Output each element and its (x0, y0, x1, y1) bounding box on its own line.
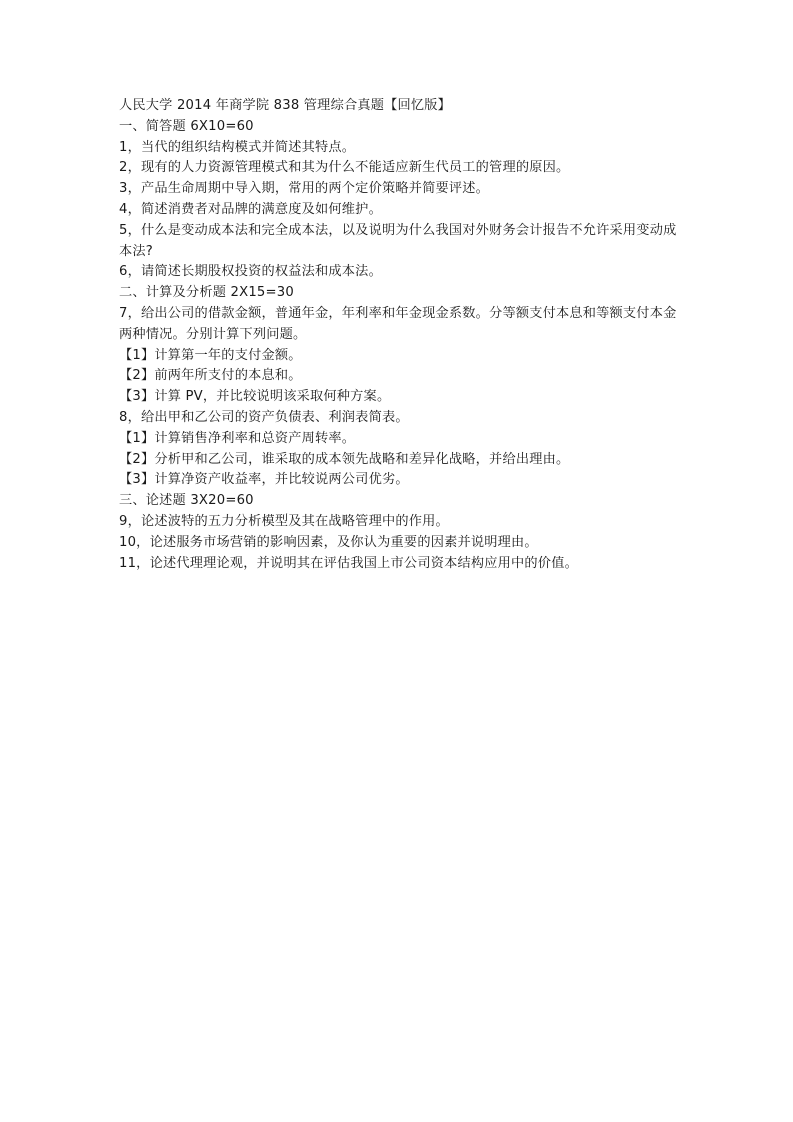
question-8-part-3: 【3】计算净资产收益率，并比较说两公司优劣。 (119, 472, 409, 488)
question-10: 10，论述服务市场营销的影响因素，及你认为重要的因素并说明理由。 (119, 534, 538, 550)
question-8: 8，给出甲和乙公司的资产负债表、利润表简表。 (119, 409, 409, 425)
question-11: 11，论述代理理论观，并说明其在评估我国上市公司资本结构应用中的价值。 (119, 555, 578, 571)
document-title: 人民大学 2014 年商学院 838 管理综合真题【回忆版】 (119, 98, 452, 113)
document-body (119, 96, 689, 574)
question-2: 2，现有的人力资源管理模式和其为什么不能适应新生代员工的管理的原因。 (119, 160, 570, 176)
question-3: 3，产品生命周期中导入期，常用的两个定价策略并简要评述。 (119, 181, 490, 197)
question-6: 6，请简述长期股权投资的权益法和成本法。 (119, 264, 382, 280)
question-4: 4，简述消费者对品牌的满意度及如何维护。 (119, 201, 382, 217)
question-8-part-2: 【2】分析甲和乙公司，谁采取的成本领先战略和差异化战略，并给出理由。 (119, 451, 570, 467)
question-1: 1，当代的组织结构模式并简述其特点。 (119, 139, 356, 155)
question-7-part-3: 【3】计算 PV，并比较说明该采取何种方案。 (119, 389, 391, 405)
question-9: 9，论述波特的五力分析模型及其在战略管理中的作用。 (119, 513, 449, 529)
question-7-part-1: 【1】计算第一年的支付金额。 (119, 347, 302, 363)
question-5: 5，什么是变动成本法和完全成本法，以及说明为什么我国对外财务会计报告不允许采用变动成本法? (119, 222, 677, 259)
question-7-part-2: 【2】前两年所支付的本息和。 (119, 368, 302, 384)
section-heading-essay: 三、论述题 3X20=60 (119, 493, 254, 509)
section-heading-short-answer: 一、简答题 6X10=60 (119, 118, 254, 134)
question-8-part-1: 【1】计算销售净利率和总资产周转率。 (119, 430, 356, 446)
section-heading-calculation: 二、计算及分析题 2X15=30 (119, 285, 294, 301)
question-7: 7，给出公司的借款金额，普通年金，年利率和年金现金系数。分等额支付本息和等额支付本金两种情况。分别计算下列问题。 (119, 305, 677, 342)
